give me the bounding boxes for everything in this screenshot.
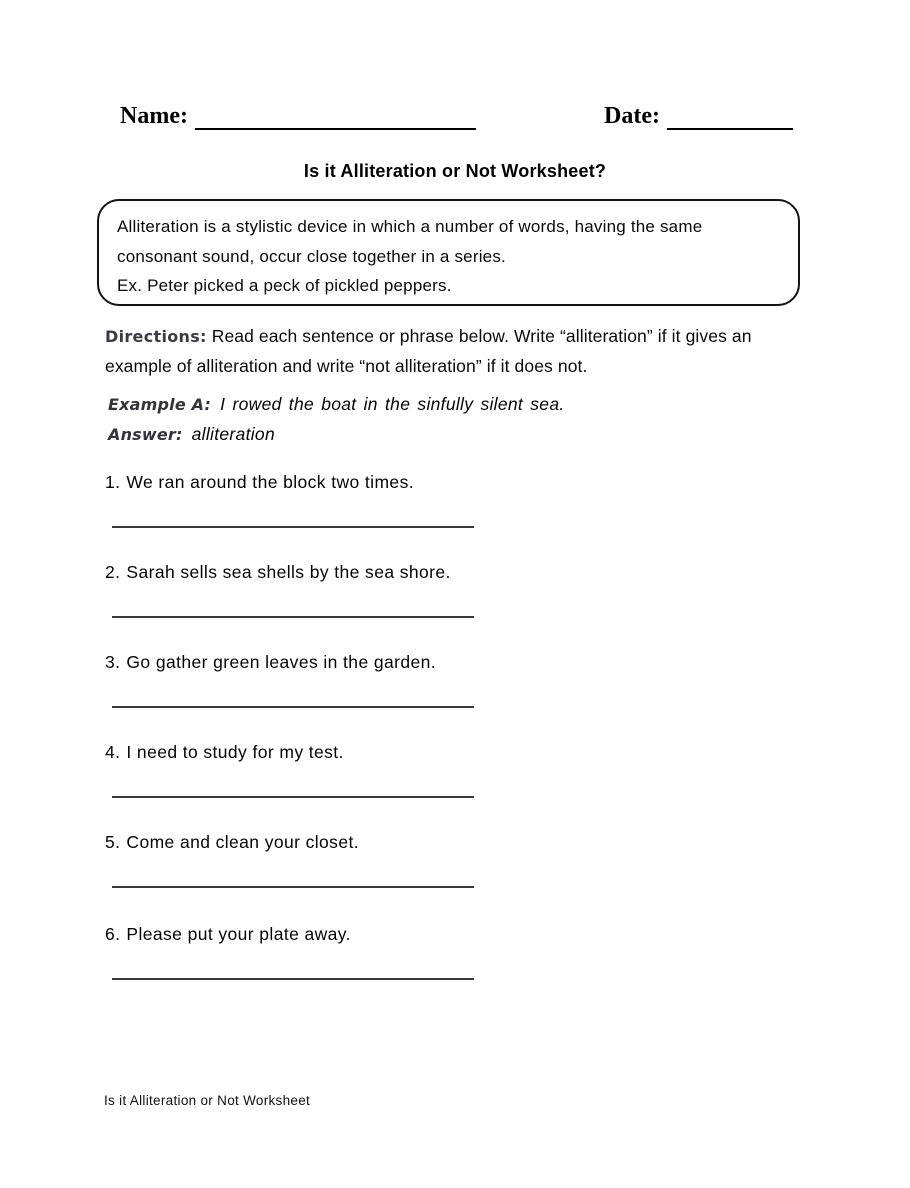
question-4 — [105, 740, 585, 798]
definition-line-2: consonant sound, occur close together in a series. — [117, 246, 506, 266]
question-2 — [105, 560, 585, 618]
answer-blank-line — [112, 706, 474, 708]
question-text — [105, 470, 585, 494]
answer-blank-line — [112, 796, 474, 798]
answer-label: Answer: — [108, 425, 183, 444]
question-number: 2. — [105, 562, 121, 582]
question-3 — [105, 650, 585, 708]
question-number: 3. — [105, 652, 121, 672]
question-sentence: Go gather green leaves in the garden. — [126, 652, 436, 672]
question-text — [105, 560, 585, 584]
question-sentence: Come and clean your closet. — [126, 832, 359, 852]
example-sentence: I rowed the boat in the sinfully silent sea. — [220, 394, 565, 414]
question-text — [105, 650, 585, 674]
answer-value: alliteration — [191, 424, 275, 444]
directions — [105, 322, 805, 381]
answer-blank-line — [112, 978, 474, 980]
date-field — [604, 101, 793, 130]
definition-line-3: Ex. Peter picked a peck of pickled peppers. — [117, 276, 452, 295]
question-1 — [105, 470, 585, 528]
question-number: 1. — [105, 472, 121, 492]
page-title: Is it Alliteration or Not Worksheet? — [303, 161, 607, 181]
name-blank-line — [195, 101, 476, 130]
answer-blank-line — [112, 886, 474, 888]
name-field — [120, 101, 476, 130]
date-label: Date: — [604, 103, 660, 129]
question-text — [105, 740, 585, 764]
example-block — [108, 394, 565, 454]
question-text — [105, 830, 585, 854]
date-blank-line — [667, 101, 793, 130]
question-sentence: I need to study for my test. — [126, 742, 344, 762]
directions-text: Read each sentence or phrase below. Write “alliteration” if it gives an example of alliteration and write “not alliteration” if it does not. — [105, 326, 752, 376]
definition-line-1: Alliteration is a stylistic device in which a number of words, having the same — [117, 217, 703, 236]
name-label: Name: — [120, 103, 188, 129]
question-6 — [105, 922, 585, 980]
directions-label: Directions: — [105, 327, 207, 346]
question-sentence: Please put your plate away. — [126, 924, 351, 944]
example-answer-row — [108, 424, 565, 454]
question-number: 5. — [105, 832, 121, 852]
footer-title: Is it Alliteration or Not Worksheet — [104, 1093, 311, 1108]
answer-blank-line — [112, 616, 474, 618]
answer-blank-line — [112, 526, 474, 528]
question-sentence: Sarah sells sea shells by the sea shore. — [126, 562, 451, 582]
question-number: 6. — [105, 924, 121, 944]
question-5 — [105, 830, 585, 888]
question-sentence: We ran around the block two times. — [126, 472, 414, 492]
question-number: 4. — [105, 742, 121, 762]
example-sentence-row — [108, 394, 565, 424]
definition-box — [97, 199, 800, 306]
question-text — [105, 922, 585, 946]
example-label: Example A: — [108, 395, 212, 414]
